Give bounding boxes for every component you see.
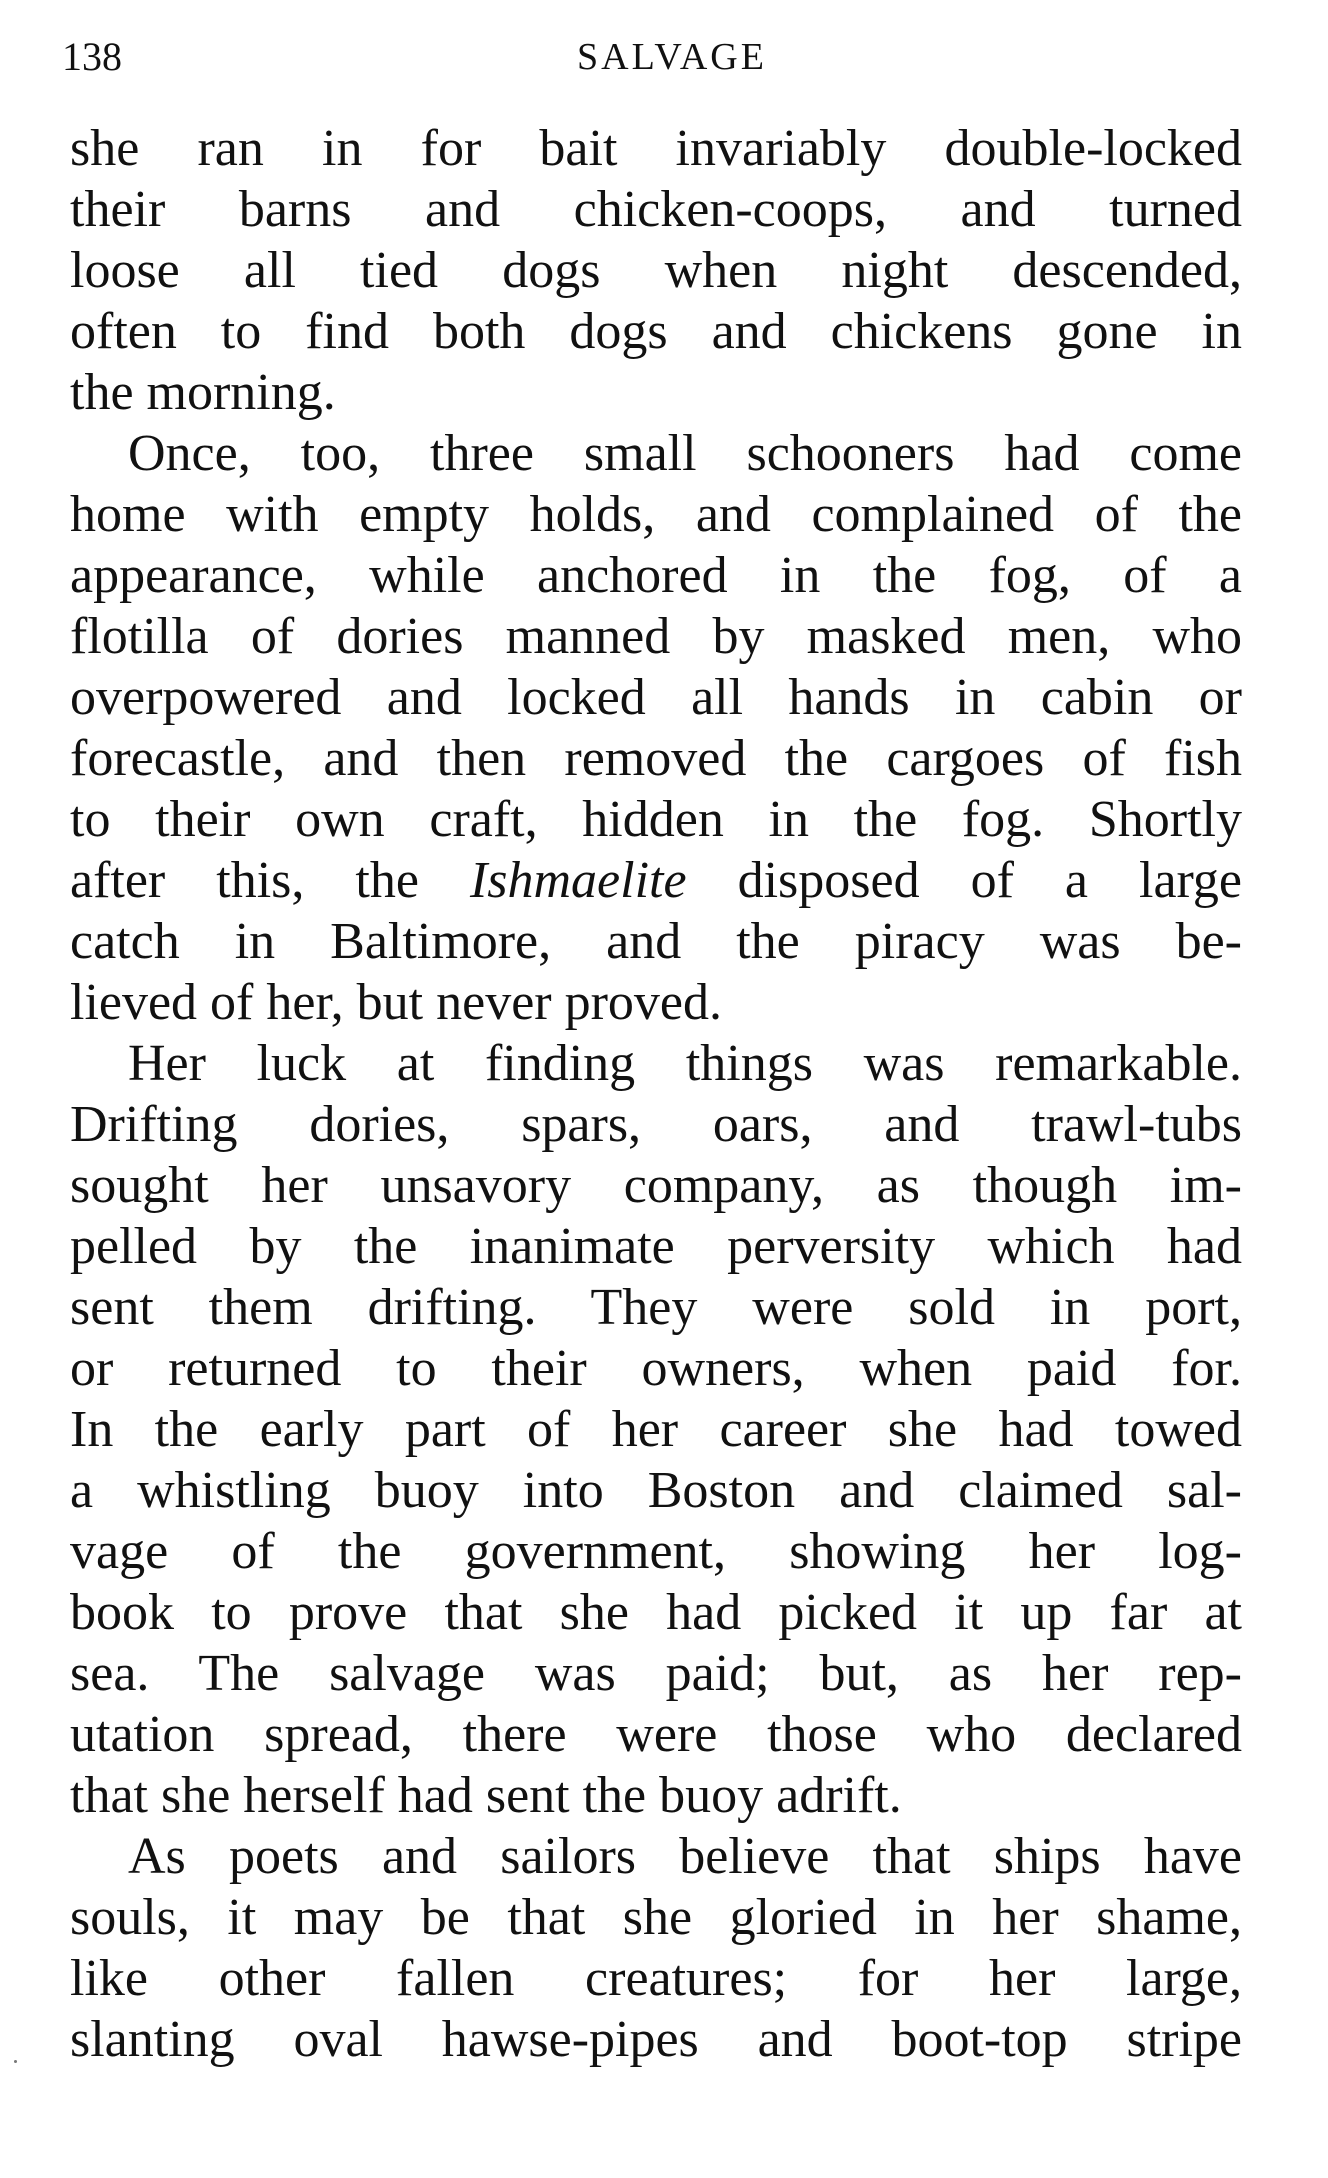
text-line: sent them drifting. They were sold in port, [70, 1279, 1242, 1336]
text-line: slanting oval hawse-pipes and boot-top stripe [70, 2011, 1242, 2068]
text-line: Once, too, three small schooners had come [128, 425, 1242, 482]
text-line: lieved of her, but never proved. [70, 974, 723, 1031]
text-line: the morning. [70, 364, 336, 421]
text-line: that she herself had sent the buoy adrift. [70, 1767, 902, 1824]
text-line: book to prove that she had picked it up far at [70, 1584, 1242, 1641]
text-line: their barns and chicken-coops, and turned [70, 181, 1242, 238]
text-line: souls, it may be that she gloried in her shame, [70, 1889, 1242, 1946]
text-line: loose all tied dogs when night descended, [70, 242, 1242, 299]
text-line: forecastle, and then removed the cargoes of fish [70, 730, 1242, 787]
text-line: often to find both dogs and chickens gone in [70, 303, 1242, 360]
margin-speck [14, 2060, 17, 2063]
text-line: Drifting dories, spars, oars, and trawl-tubs [70, 1096, 1242, 1153]
text-line: she ran in for bait invariably double-locked [70, 120, 1242, 177]
page-number: 138 [62, 34, 122, 79]
text-fragment: disposed of a large [686, 852, 1242, 909]
text-line: flotilla of dories manned by masked men, who [70, 608, 1242, 665]
text-line: catch in Baltimore, and the piracy was be- [70, 913, 1242, 970]
page-header [62, 22, 1242, 92]
text-line: a whistling buoy into Boston and claimed sal- [70, 1462, 1242, 1519]
body-text [70, 118, 1242, 2070]
text-line: overpowered and locked all hands in cabin or [70, 669, 1242, 726]
text-fragment: after this, the [70, 852, 470, 909]
text-line: sea. The salvage was paid; but, as her rep- [70, 1645, 1242, 1702]
text-line: In the early part of her career she had towed [70, 1401, 1242, 1458]
text-line: like other fallen creatures; for her large, [70, 1950, 1242, 2007]
text-line: Her luck at finding things was remarkable. [128, 1035, 1242, 1092]
text-line: appearance, while anchored in the fog, of a [70, 547, 1242, 604]
text-line-with-ship-name [70, 850, 1242, 911]
ship-name: Ishmaelite [469, 852, 687, 909]
text-line: sought her unsavory company, as though im- [70, 1157, 1242, 1214]
text-line: As poets and sailors believe that ships have [128, 1828, 1242, 1885]
text-line: vage of the government, showing her log- [70, 1523, 1242, 1580]
running-head: SALVAGE [577, 36, 767, 78]
text-line: utation spread, there were those who declared [70, 1706, 1242, 1763]
text-line: pelled by the inanimate perversity which had [70, 1218, 1242, 1275]
text-line: or returned to their owners, when paid for. [70, 1340, 1242, 1397]
text-line: home with empty holds, and complained of the [70, 486, 1242, 543]
text-line: to their own craft, hidden in the fog. Shortly [70, 791, 1242, 848]
